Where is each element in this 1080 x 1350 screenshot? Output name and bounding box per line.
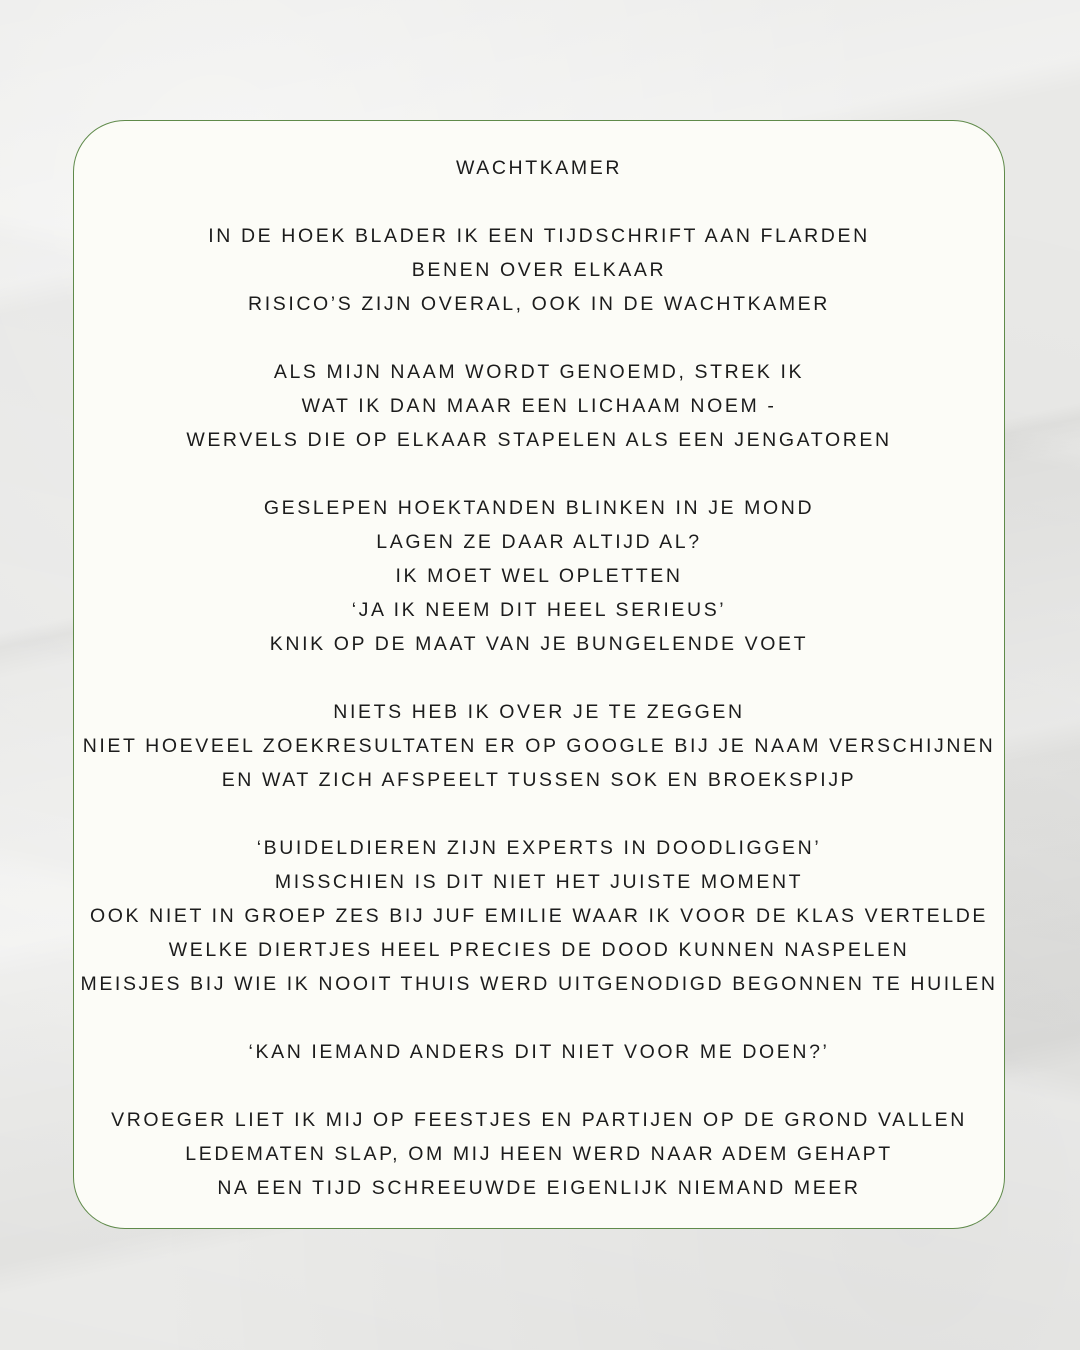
poem-line: WAT IK DAN MAAR EEN LICHAAM NOEM -: [301, 395, 777, 417]
poem-line: BENEN OVER ELKAAR: [411, 259, 667, 281]
poem-line: ‘JA IK NEEM DIT HEEL SERIEUS’: [351, 599, 727, 621]
poem-line: IN DE HOEK BLADER IK EEN TIJDSCHRIFT AAN FLARDEN: [208, 225, 870, 247]
poem-line: LAGEN ZE DAAR ALTIJD AL?: [376, 531, 702, 553]
poem-line: MEISJES BIJ WIE IK NOOIT THUIS WERD UITGENODIGD BEGONNEN TE HUILEN: [80, 973, 998, 995]
poem-line: NA EEN TIJD SCHREEUWDE EIGENLIJK NIEMAND MEER: [217, 1177, 861, 1199]
poem-line: WELKE DIERTJES HEEL PRECIES DE DOOD KUNNEN NASPELEN: [168, 939, 910, 961]
stanza-break: [74, 185, 1004, 219]
stanza-break: [74, 321, 1004, 355]
poem-line: RISICO’S ZIJN OVERAL, OOK IN DE WACHTKAMER: [248, 293, 830, 315]
stanza-break: [74, 1069, 1004, 1103]
stanza-break: [74, 457, 1004, 491]
poem-line: OOK NIET IN GROEP ZES BIJ JUF EMILIE WAAR IK VOOR DE KLAS VERTELDE: [90, 905, 988, 927]
poem-title: WACHTKAMER: [455, 157, 623, 179]
poem-line: GESLEPEN HOEKTANDEN BLINKEN IN JE MOND: [263, 497, 815, 519]
poem-card: [73, 120, 1005, 1229]
poem-line: EN WAT ZICH AFSPEELT TUSSEN SOK EN BROEKSPIJP: [221, 769, 857, 791]
poem-line: WERVELS DIE OP ELKAAR STAPELEN ALS EEN JENGATOREN: [186, 429, 892, 451]
stanza-break: [74, 1001, 1004, 1035]
stanza-break: [74, 661, 1004, 695]
poem-line: ‘BUIDELDIEREN ZIJN EXPERTS IN DOODLIGGEN’: [256, 837, 822, 859]
poem-line: NIETS HEB IK OVER JE TE ZEGGEN: [333, 701, 745, 723]
poem-line: ‘KAN IEMAND ANDERS DIT NIET VOOR ME DOEN?’: [248, 1041, 830, 1063]
poem-line: LEDEMATEN SLAP, OM MIJ HEEN WERD NAAR ADEM GEHAPT: [185, 1143, 893, 1165]
poem-line: MISSCHIEN IS DIT NIET HET JUISTE MOMENT: [274, 871, 804, 893]
poem-text: [74, 151, 1004, 1205]
stanza-break: [74, 797, 1004, 831]
poem-line: KNIK OP DE MAAT VAN JE BUNGELENDE VOET: [269, 633, 809, 655]
poem-line: NIET HOEVEEL ZOEKRESULTATEN ER OP GOOGLE BIJ JE NAAM VERSCHIJNEN: [82, 735, 996, 757]
poem-line: VROEGER LIET IK MIJ OP FEESTJES EN PARTIJEN OP DE GROND VALLEN: [111, 1109, 967, 1131]
poem-line: ALS MIJN NAAM WORDT GENOEMD, STREK IK: [273, 361, 805, 383]
poem-line: IK MOET WEL OPLETTEN: [395, 565, 683, 587]
